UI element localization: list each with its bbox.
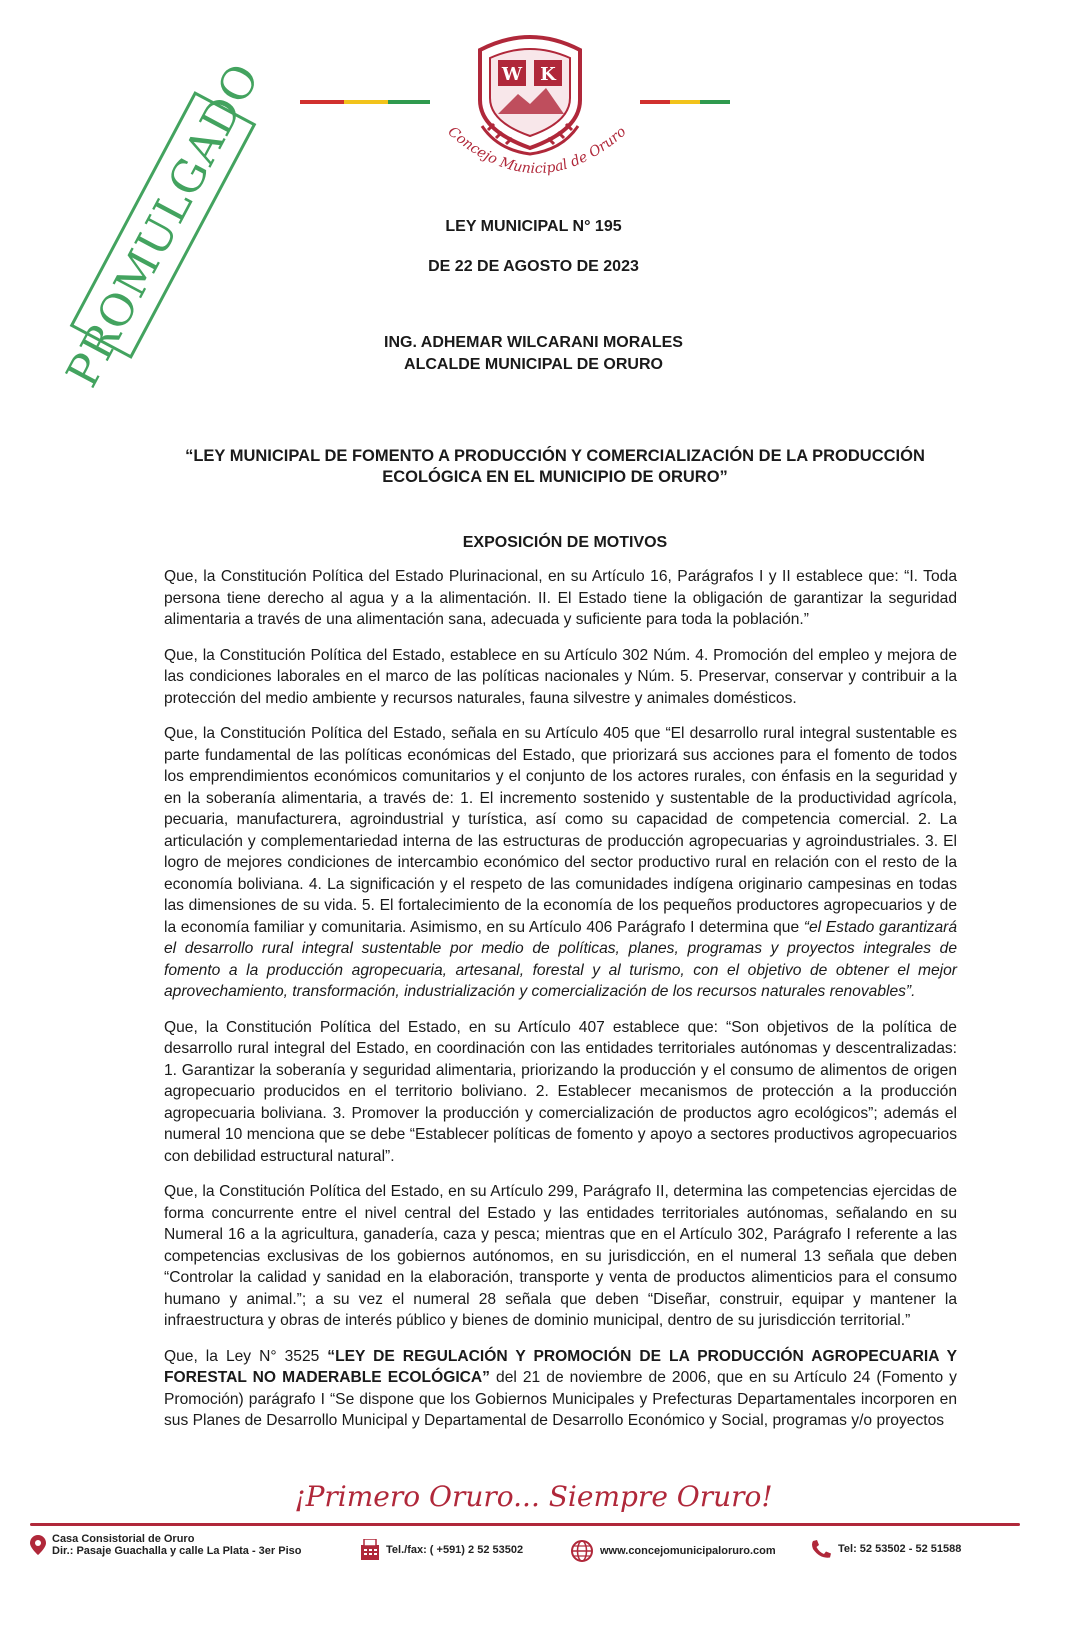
paragraph: Que, la Constitución Política del Estado Plurinacional, en su Artículo 16, Parágrafos I y II establece que: “I. Toda persona tiene derecho al agua y a la alimentación. II. El Estado tiene la obligación de garantizar la seguridad alimentaria a través de una alimentación sana, adecuada y suficiente para toda la población.” [164,568,957,628]
header-stripe-right [640,100,730,104]
document-body [164,566,957,1446]
paragraph: Que, la Constitución Política del Estado, en su Artículo 299, Parágrafo II, determina las competencias ejercidas de forma concurrente entre el nivel central del Estado y las entidades territoriales autónomas, señalando en su Numeral 16 a la agricultura, ganadería, caza y pesca; mientras que en el Artículo 302, Parágrafo I referente a las competencias exclusivas de los gobiernos autónomos, en su jurisdicción, en el numeral 13 señala que deben “Controlar la calidad y sanidad en la elaboración, transporte y venta de productos alimenticios para el consumo humano y animal.”; a su vez el numeral 28 señala que deben “Diseñar, construir, equipar y mantener la infraestructura y obras de interés público y bienes de dominio municipal, dentro de su jurisdicción territorial.” [164,1183,957,1329]
phone-icon [810,1539,832,1559]
footer [30,1533,1040,1583]
footer-telfax [360,1539,523,1561]
paragraph-text: Que, la Constitución Política del Estado, señala en su Artículo 405 que “El desarrollo rural integral sustentable es parte fundamental de las políticas económicas del Estado, que priorizará sus acciones para el fomento de todos los emprendimientos económicos comunitarios y el conjunto de los actores rurales, con énfasis en la seguridad y en la soberanía alimentaria, a través de: 1. El incremento sostenido y sustentable de la productividad agrícola, pecuaria, manufacturera, agroindustrial y turística, así como su capacidad de competencia comercial. 2. La articulación y complementariedad interna de las estructuras de producción agropecuarias y agroindustriales. 3. El logro de mejores condiciones de intercambio económico del sector productivo rural en relación con el resto de la economía boliviana. 4. La significación y el respeto de las comunidades indígena originario campesinas en todas las dimensiones de su vida. 5. El fortalecimiento de la economía de los pequeños productores agropecuarios y de la economía familiar y comunitaria. Asimismo, en su Artículo 406 Parágrafo I determina que [164,725,957,936]
svg-text:W: W [501,64,523,85]
paragraph [164,723,957,1003]
crest-caption [432,118,642,208]
mayor-name: ING. ADHEMAR WILCARANI MORALES [384,334,683,351]
paragraph: Que, la Constitución Política del Estado, en su Artículo 407 establece que: “Son objetivos de la política de desarrollo rural integral del Estado, en coordinación con las entidades territoriales autónomas y descentralizadas: 1. Garantizar la soberanía y seguridad alimentaria, priorizando la producción y el consumo de alimentos de origen agropecuario producidos en el territorio boliviano. 2. Establecer mecanismos de protección a la producción agropecuaria boliviana. 3. Promover la producción y comercialización de productos agro ecológicos”; además el numeral 10 menciona que se debe “Establecer políticas de fomento y apoyo a sectores productivos agropecuarios con debilidad estructural natural”. [164,1018,957,1165]
law-date: DE 22 DE AGOSTO DE 2023 [428,258,639,275]
svg-text:Concejo Municipal de Oruro: Concejo Municipal de Oruro [444,123,630,178]
paragraph-quote-italic: “el Estado garantizará el desarrollo rural integral sustentable por medio de políticas, planes, programas y proyectos integrales de fomento a la producción agropecuaria, artesanal, forestal y al turismo, con el objetivo de obtener el mejor aprovechamiento, transformación, industrialización y comercialización de los recursos naturales renovables”. [164,918,957,1000]
footer-website[interactable] [570,1539,776,1563]
law-title: “LEY MUNICIPAL DE FOMENTO A PRODUCCIÓN Y COMERCIALIZACIÓN DE LA PRODUCCIÓN ECOLÓGICA EN EL MUNICIPIO DE ORURO” [185,447,925,486]
globe-icon [570,1539,594,1563]
location-pin-icon [30,1535,46,1555]
footer-phones [810,1539,961,1559]
promulgado-stamp: PROMULGADO [56,54,270,396]
law-reference-bold: “LEY DE REGULACIÓN Y PROMOCIÓN DE LA PRODUCCIÓN AGROPECUARIA Y FORESTAL NO MADERABLE ECOLÓGICA” [164,1347,957,1386]
paragraph: Que, la Constitución Política del Estado, establece en su Artículo 302 Núm. 4. Promoción del empleo y mejora de las condiciones laborales en el marco de las políticas nacionales y Núm. 5. Preservar, conservar y contribuir a la protección del medio ambiente y recursos naturales, fauna silvestre y animales domésticos. [164,646,957,707]
footer-divider [30,1523,1020,1526]
address-line-2: Dir.: Pasaje Guachalla y calle La Plata - 3er Piso [52,1545,302,1557]
telfax-text: Tel./fax: ( +591) 2 52 53502 [386,1544,524,1556]
fax-icon [360,1539,380,1561]
svg-text:K: K [540,64,556,85]
law-number: LEY MUNICIPAL N° 195 [445,218,622,235]
slogan: ¡Primero Oruro... Siempre Oruro! [294,1480,773,1513]
paragraph-text: del 21 de noviembre de 2006, que en su Artículo 24 (Fomento y Promoción) parágrafo I “Se dispone que los Gobiernos Municipales y Prefecturas Departamentales incorporen en sus Planes de Desarrollo Municipal y Departamental de Desarrollo Económico y Social, programas y/o proyectos [164,1369,957,1429]
header-stripe-left [300,100,430,104]
address-line-1: Casa Consistorial de Oruro [52,1533,195,1545]
mayor-title: ALCALDE MUNICIPAL DE ORURO [404,356,663,373]
section-heading: EXPOSICIÓN DE MOTIVOS [462,534,668,551]
phones-text: Tel: 52 53502 - 52 51588 [838,1543,962,1555]
website-link[interactable]: www.concejomunicipaloruro.com [600,1545,776,1557]
footer-address [30,1533,301,1557]
paragraph-text: Que, la Ley N° 3525 [164,1347,328,1365]
paragraph [164,1346,957,1432]
